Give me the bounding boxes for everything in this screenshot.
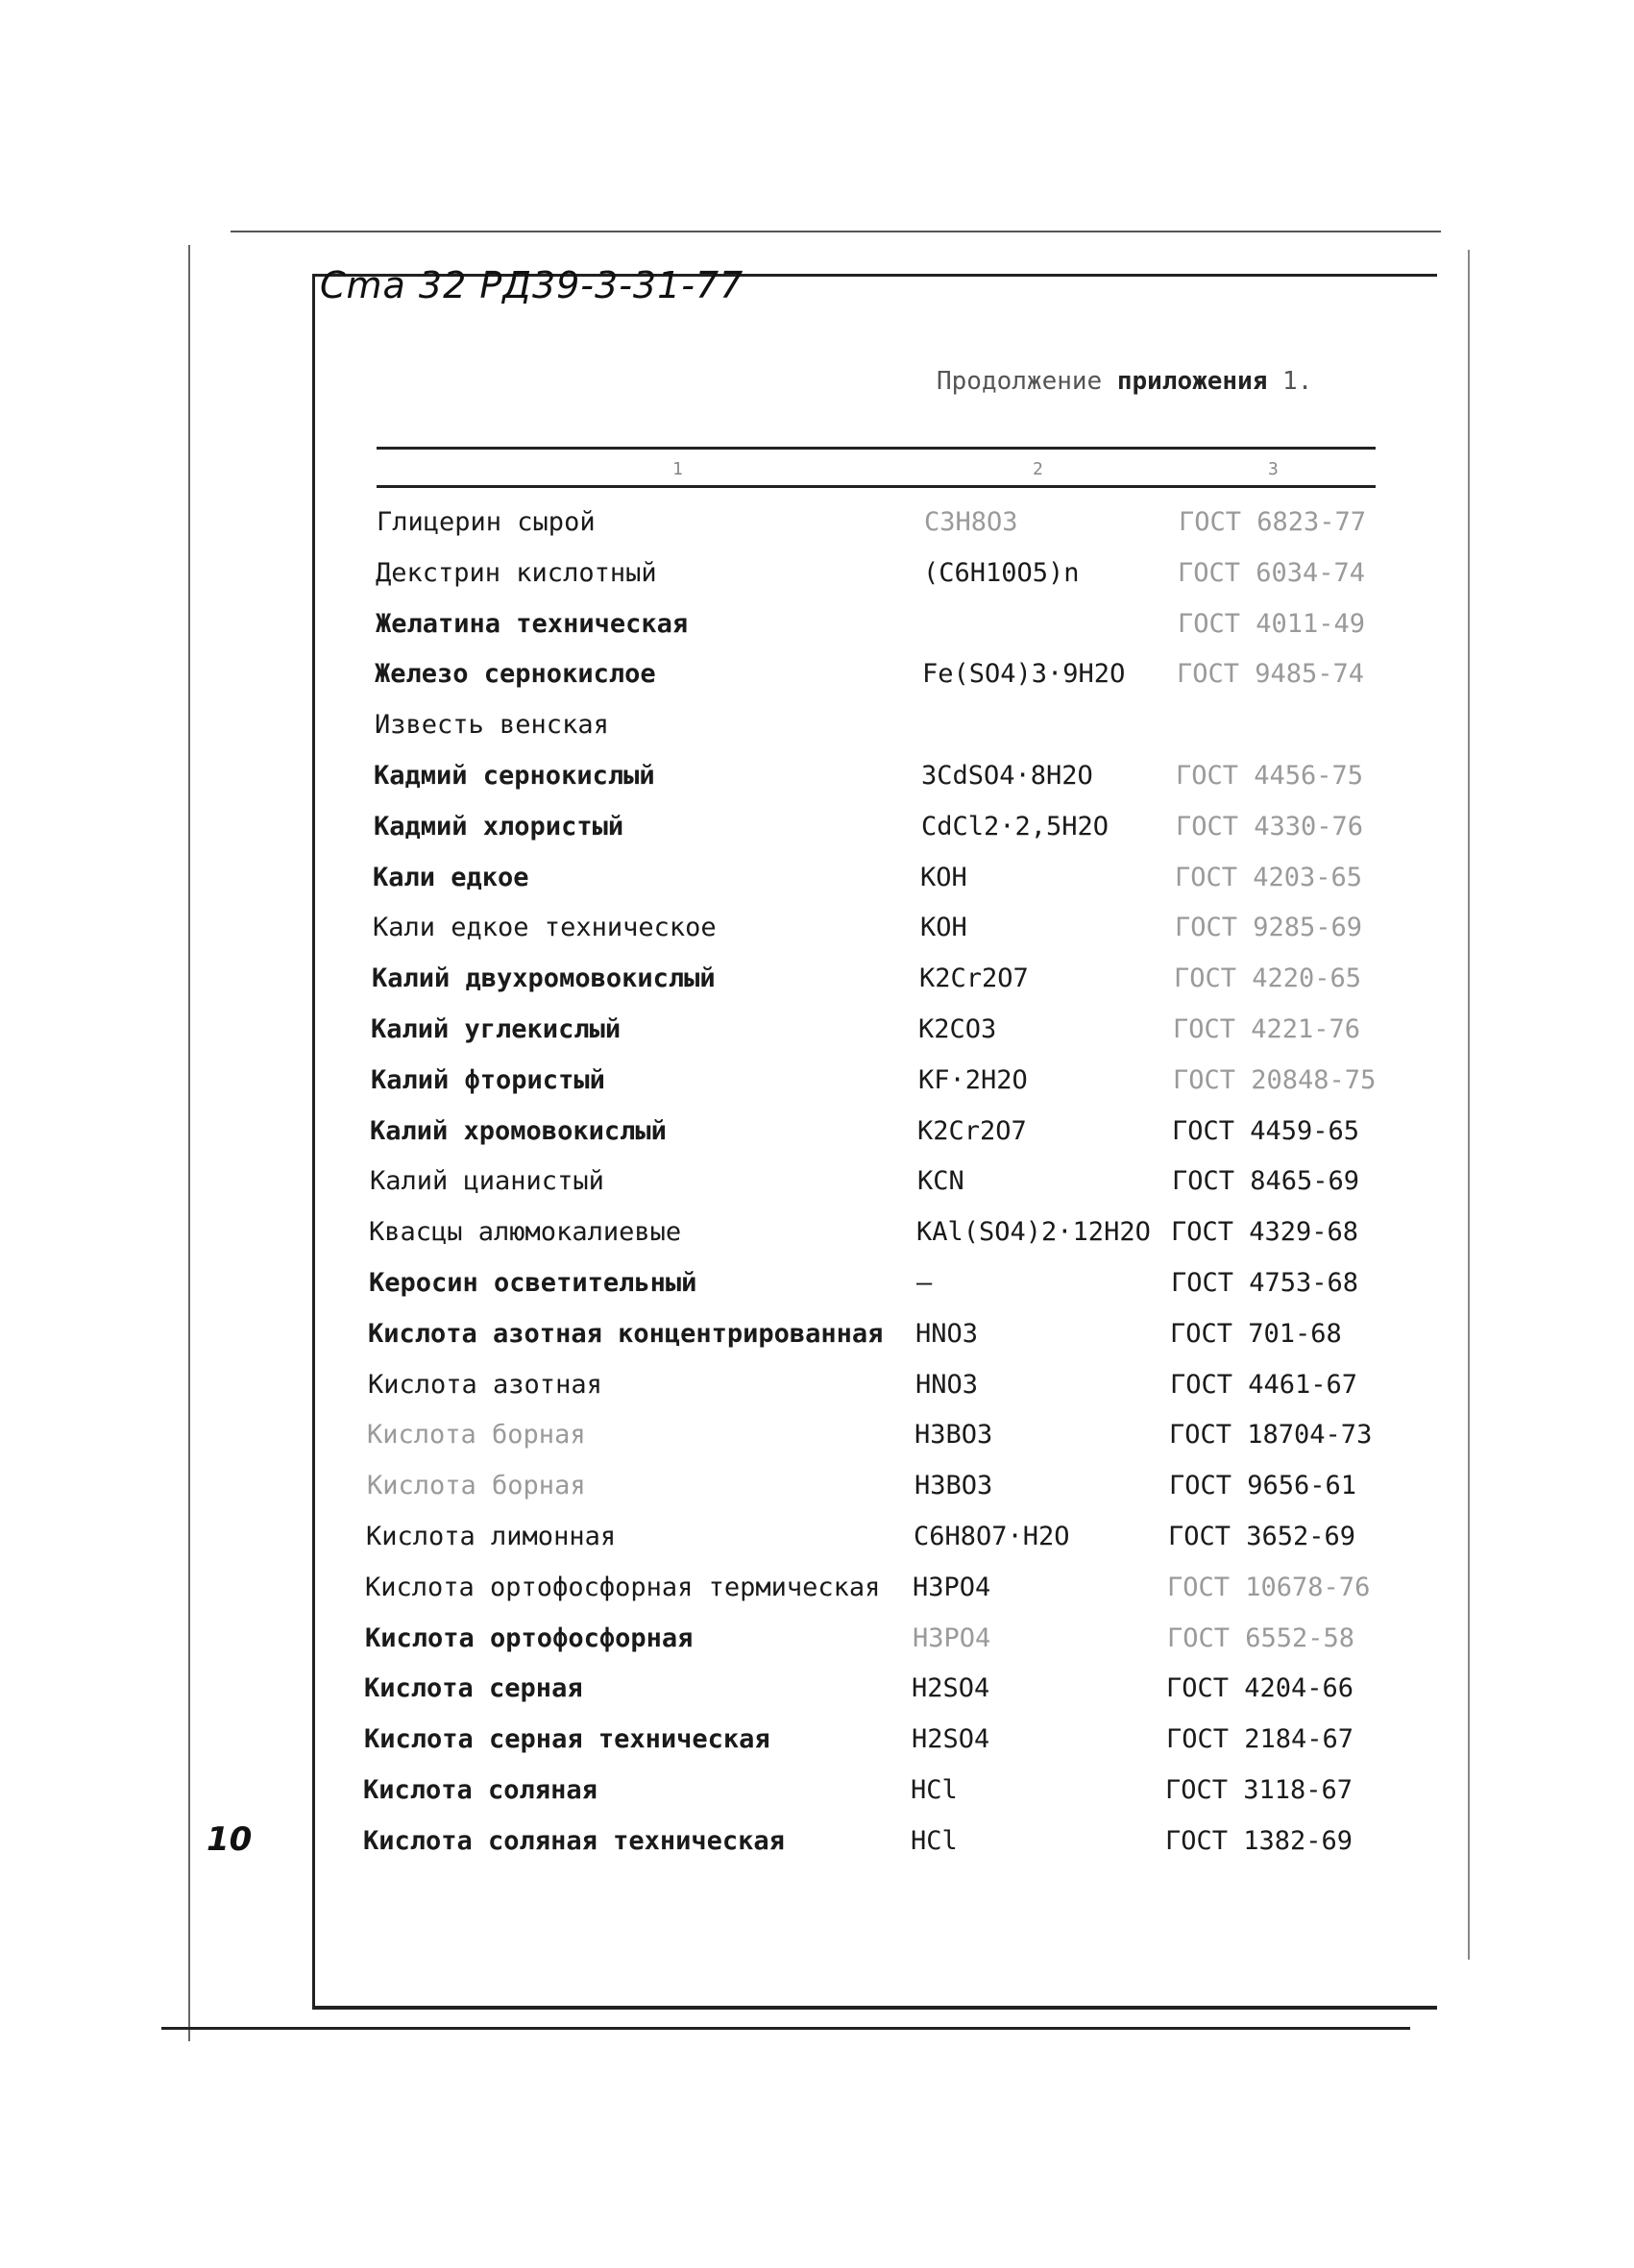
substance-name: Кислота борная (367, 1471, 586, 1501)
gost-standard: ГОСТ 4011-49 (1178, 608, 1366, 639)
substance-name: Желатина техническая (376, 608, 689, 639)
table-row (364, 1724, 1382, 1772)
chemical-formula: KAl(SO4)2·12H2O (916, 1217, 1151, 1248)
table-row (369, 1268, 1387, 1316)
substance-name: Кислота серная техническая (364, 1724, 770, 1755)
substance-name: Кали едкое (373, 862, 529, 892)
gost-standard: ГОСТ 2184-67 (1166, 1724, 1354, 1755)
gost-standard: ГОСТ 4203-65 (1175, 862, 1363, 892)
table-row (370, 1166, 1388, 1214)
substance-name: Кислота соляная техническая (363, 1825, 785, 1856)
substance-name: Калий хромовокислый (370, 1115, 667, 1146)
table-row (371, 1014, 1389, 1062)
table-row (372, 963, 1390, 1012)
gost-standard: ГОСТ 6552-58 (1167, 1622, 1355, 1653)
gost-standard: ГОСТ 9285-69 (1175, 913, 1363, 943)
gost-standard: ГОСТ 4204-66 (1166, 1673, 1354, 1704)
chemical-formula: HNO3 (915, 1369, 979, 1400)
gost-standard: ГОСТ 20848-75 (1173, 1064, 1377, 1095)
chemical-formula: HNO3 (915, 1318, 979, 1349)
table-row (363, 1775, 1381, 1823)
column-number-2: 2 (1033, 459, 1043, 479)
table-row (367, 1420, 1385, 1468)
chemical-formula: C6H8O7·H2O (914, 1522, 1070, 1551)
substance-name: Кислота лимонная (366, 1522, 617, 1551)
table-row (373, 913, 1391, 961)
substance-name: Квасцы алюмокалиевые (369, 1217, 682, 1248)
chemical-formula: H3PO4 (913, 1572, 991, 1602)
chemical-formula: C3H8O3 (924, 507, 1018, 537)
gost-standard: ГОСТ 4753-68 (1171, 1268, 1359, 1298)
gost-standard: ГОСТ 4220-65 (1174, 963, 1362, 994)
table-row (376, 558, 1394, 606)
table-row (366, 1522, 1384, 1570)
gost-standard: ГОСТ 6823-77 (1179, 507, 1367, 537)
chemical-formula: H2SO4 (912, 1673, 990, 1704)
gost-standard: ГОСТ 3118-67 (1165, 1775, 1354, 1805)
gost-standard: ГОСТ 4221-76 (1173, 1014, 1361, 1044)
chemical-formula: H3BO3 (915, 1420, 993, 1451)
table-row (365, 1623, 1383, 1671)
substance-name: Кислота серная (364, 1673, 583, 1704)
gost-standard: ГОСТ 6034-74 (1178, 557, 1366, 588)
table-row (374, 812, 1392, 860)
gost-standard: ГОСТ 8465-69 (1172, 1166, 1360, 1197)
chemical-formula: – (916, 1268, 933, 1298)
substance-name: Известь венская (375, 710, 609, 741)
gost-standard: ГОСТ 1382-69 (1165, 1825, 1354, 1856)
gost-standard: ГОСТ 4330-76 (1176, 811, 1364, 841)
substance-name: Кислота азотная (368, 1369, 602, 1400)
chemical-formula: (C6H10O5)n (923, 557, 1080, 588)
table-row (375, 710, 1393, 758)
chemical-formula: 3CdSO4·8H2O (921, 761, 1093, 791)
table-row (365, 1573, 1383, 1621)
chemical-formula: K2Cr2O7 (917, 1115, 1027, 1146)
substance-name: Кислота ортофосфорная термическая (365, 1572, 881, 1602)
table-row (363, 1826, 1381, 1874)
substance-name: Кислота ортофосфорная (365, 1622, 694, 1653)
substance-name: Керосин осветительный (369, 1268, 697, 1298)
substance-name: Калий фтористый (371, 1064, 605, 1095)
column-number-1: 1 (672, 459, 683, 479)
substance-name: Кадмий сернокислый (374, 761, 655, 791)
table-row (375, 659, 1393, 707)
gost-standard: ГОСТ 10678-76 (1167, 1572, 1371, 1602)
table-row (369, 1217, 1387, 1265)
gost-standard: ГОСТ 4461-67 (1170, 1369, 1358, 1400)
chemical-formula: K2Cr2O7 (919, 963, 1029, 994)
chemical-formula: H2SO4 (912, 1724, 990, 1755)
table-row (368, 1319, 1386, 1367)
table-row (371, 1065, 1389, 1113)
chemical-formula: Fe(SO4)3·9H2O (922, 659, 1126, 690)
gost-standard: ГОСТ 3652-69 (1168, 1522, 1356, 1551)
substance-name: Кислота борная (367, 1420, 586, 1451)
table-row (373, 863, 1391, 911)
substance-name: Калий цианистый (370, 1166, 604, 1197)
chemical-formula: CdCl2·2,5H2O (921, 811, 1110, 841)
chemical-formula: KF·2H2O (918, 1064, 1028, 1095)
substance-name: Кислота соляная (363, 1775, 598, 1805)
continuation-heading: Продолжение приложения 1. (937, 367, 1313, 396)
gost-standard: ГОСТ 4459-65 (1172, 1115, 1360, 1146)
chemical-formula: H3PO4 (913, 1622, 991, 1653)
substance-name: Глицерин сырой (377, 507, 596, 537)
gost-standard: ГОСТ 18704-73 (1169, 1420, 1373, 1451)
gost-standard: ГОСТ 4329-68 (1171, 1217, 1359, 1248)
substance-name: Кадмий хлористый (374, 811, 624, 841)
column-number-3: 3 (1268, 459, 1279, 479)
table-row (377, 507, 1395, 555)
gost-standard: ГОСТ 9656-61 (1169, 1471, 1357, 1501)
substance-name: Калий двухромовокислый (372, 963, 716, 994)
chemical-formula: КОН (920, 913, 967, 943)
table-row (376, 609, 1394, 657)
substance-name: Калий углекислый (371, 1014, 622, 1044)
table-row (370, 1116, 1388, 1164)
table-row (368, 1370, 1386, 1418)
substance-name: Железо сернокислое (375, 659, 656, 690)
substance-name: Кислота азотная концентрированная (368, 1318, 884, 1349)
chemical-formula: HCl (911, 1775, 958, 1805)
chemical-formula: H3BO3 (915, 1471, 993, 1501)
table-row (367, 1471, 1385, 1519)
gost-standard: ГОСТ 701-68 (1170, 1318, 1342, 1349)
gost-standard: ГОСТ 4456-75 (1176, 761, 1364, 791)
document-code: Cma 32 PД39-3-31-77 (320, 264, 744, 306)
table-row (374, 761, 1392, 809)
page-number: 10 (207, 1820, 253, 1859)
substance-name: Кали едкое техническое (373, 913, 717, 943)
substance-name: Декстрин кислотный (376, 557, 657, 588)
table-row (364, 1673, 1382, 1721)
chemical-formula: K2CO3 (918, 1014, 997, 1044)
chemical-formula: КОН (920, 862, 967, 892)
gost-standard: ГОСТ 9485-74 (1177, 659, 1365, 690)
chemical-formula: HCl (911, 1825, 958, 1856)
chemical-formula: KCN (917, 1166, 964, 1197)
